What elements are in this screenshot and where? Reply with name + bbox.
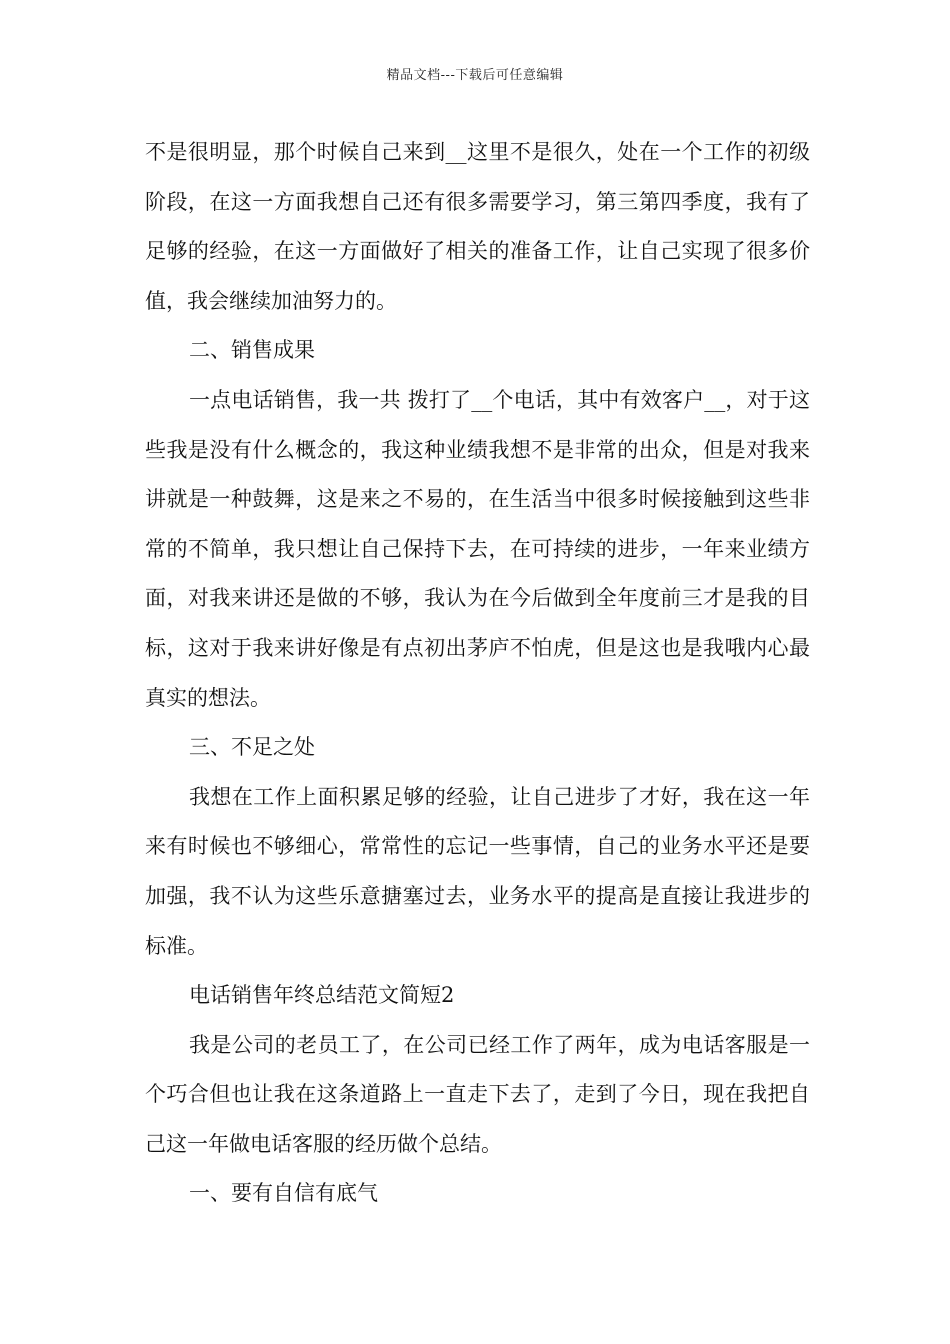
section-heading-confidence: 一、要有自信有底气 — [189, 1181, 378, 1206]
paragraph-sales-results: 一点电话销售，我一共 拨打了__个电话，其中有效客户__，对于这些我是没有什么概念的，我这种业绩我想不是非常的出众，但是对我来讲就是一种鼓舞，这是来之不易的，在生活当中很多时候接触到这些非常的不简单，我只想让自己保持下去，在可持续的进步，一年来业绩方面，对我来讲还是做的不够，我认为在今后做到全年度前三才是我的目标，这对于我来讲好像是有点初出茅庐不怕虎，但是这也是我哦内心最真实的想法。 — [145, 387, 810, 710]
paragraph-continued: 不是很明显，那个时候自己来到__这里不是很久，处在一个工作的初级阶段，在这一方面我想自己还有很多需要学习，第三第四季度，我有了足够的经验，在这一方面做好了相关的准备工作，让自己实现了很多价值，我会继续加油努力的。 — [145, 140, 810, 313]
paragraph-shortcomings: 我想在工作上面积累足够的经验，让自己进步了才好，我在这一年来有时候也不够细心，常常性的忘记一些事情，自己的业务水平还是要加强，我不认为这些乐意搪塞过去，业务水平的提高是直接让我进步的标准。 — [145, 784, 810, 958]
section-heading-shortcomings: 三、不足之处 — [189, 735, 315, 760]
section-heading-sales-results: 二、销售成果 — [189, 338, 315, 363]
paragraph-intro: 我是公司的老员工了，在公司已经工作了两年，成为电话客服是一个巧合但也让我在这条道路上一直走下去了，走到了今日，现在我把自己这一年做电话客服的经历做个总结。 — [145, 1032, 810, 1156]
document-body — [145, 128, 810, 1219]
page-header: 精品文档---下载后可任意编辑 — [386, 68, 564, 83]
article-title: 电话销售年终总结范文简短2 — [189, 983, 455, 1008]
